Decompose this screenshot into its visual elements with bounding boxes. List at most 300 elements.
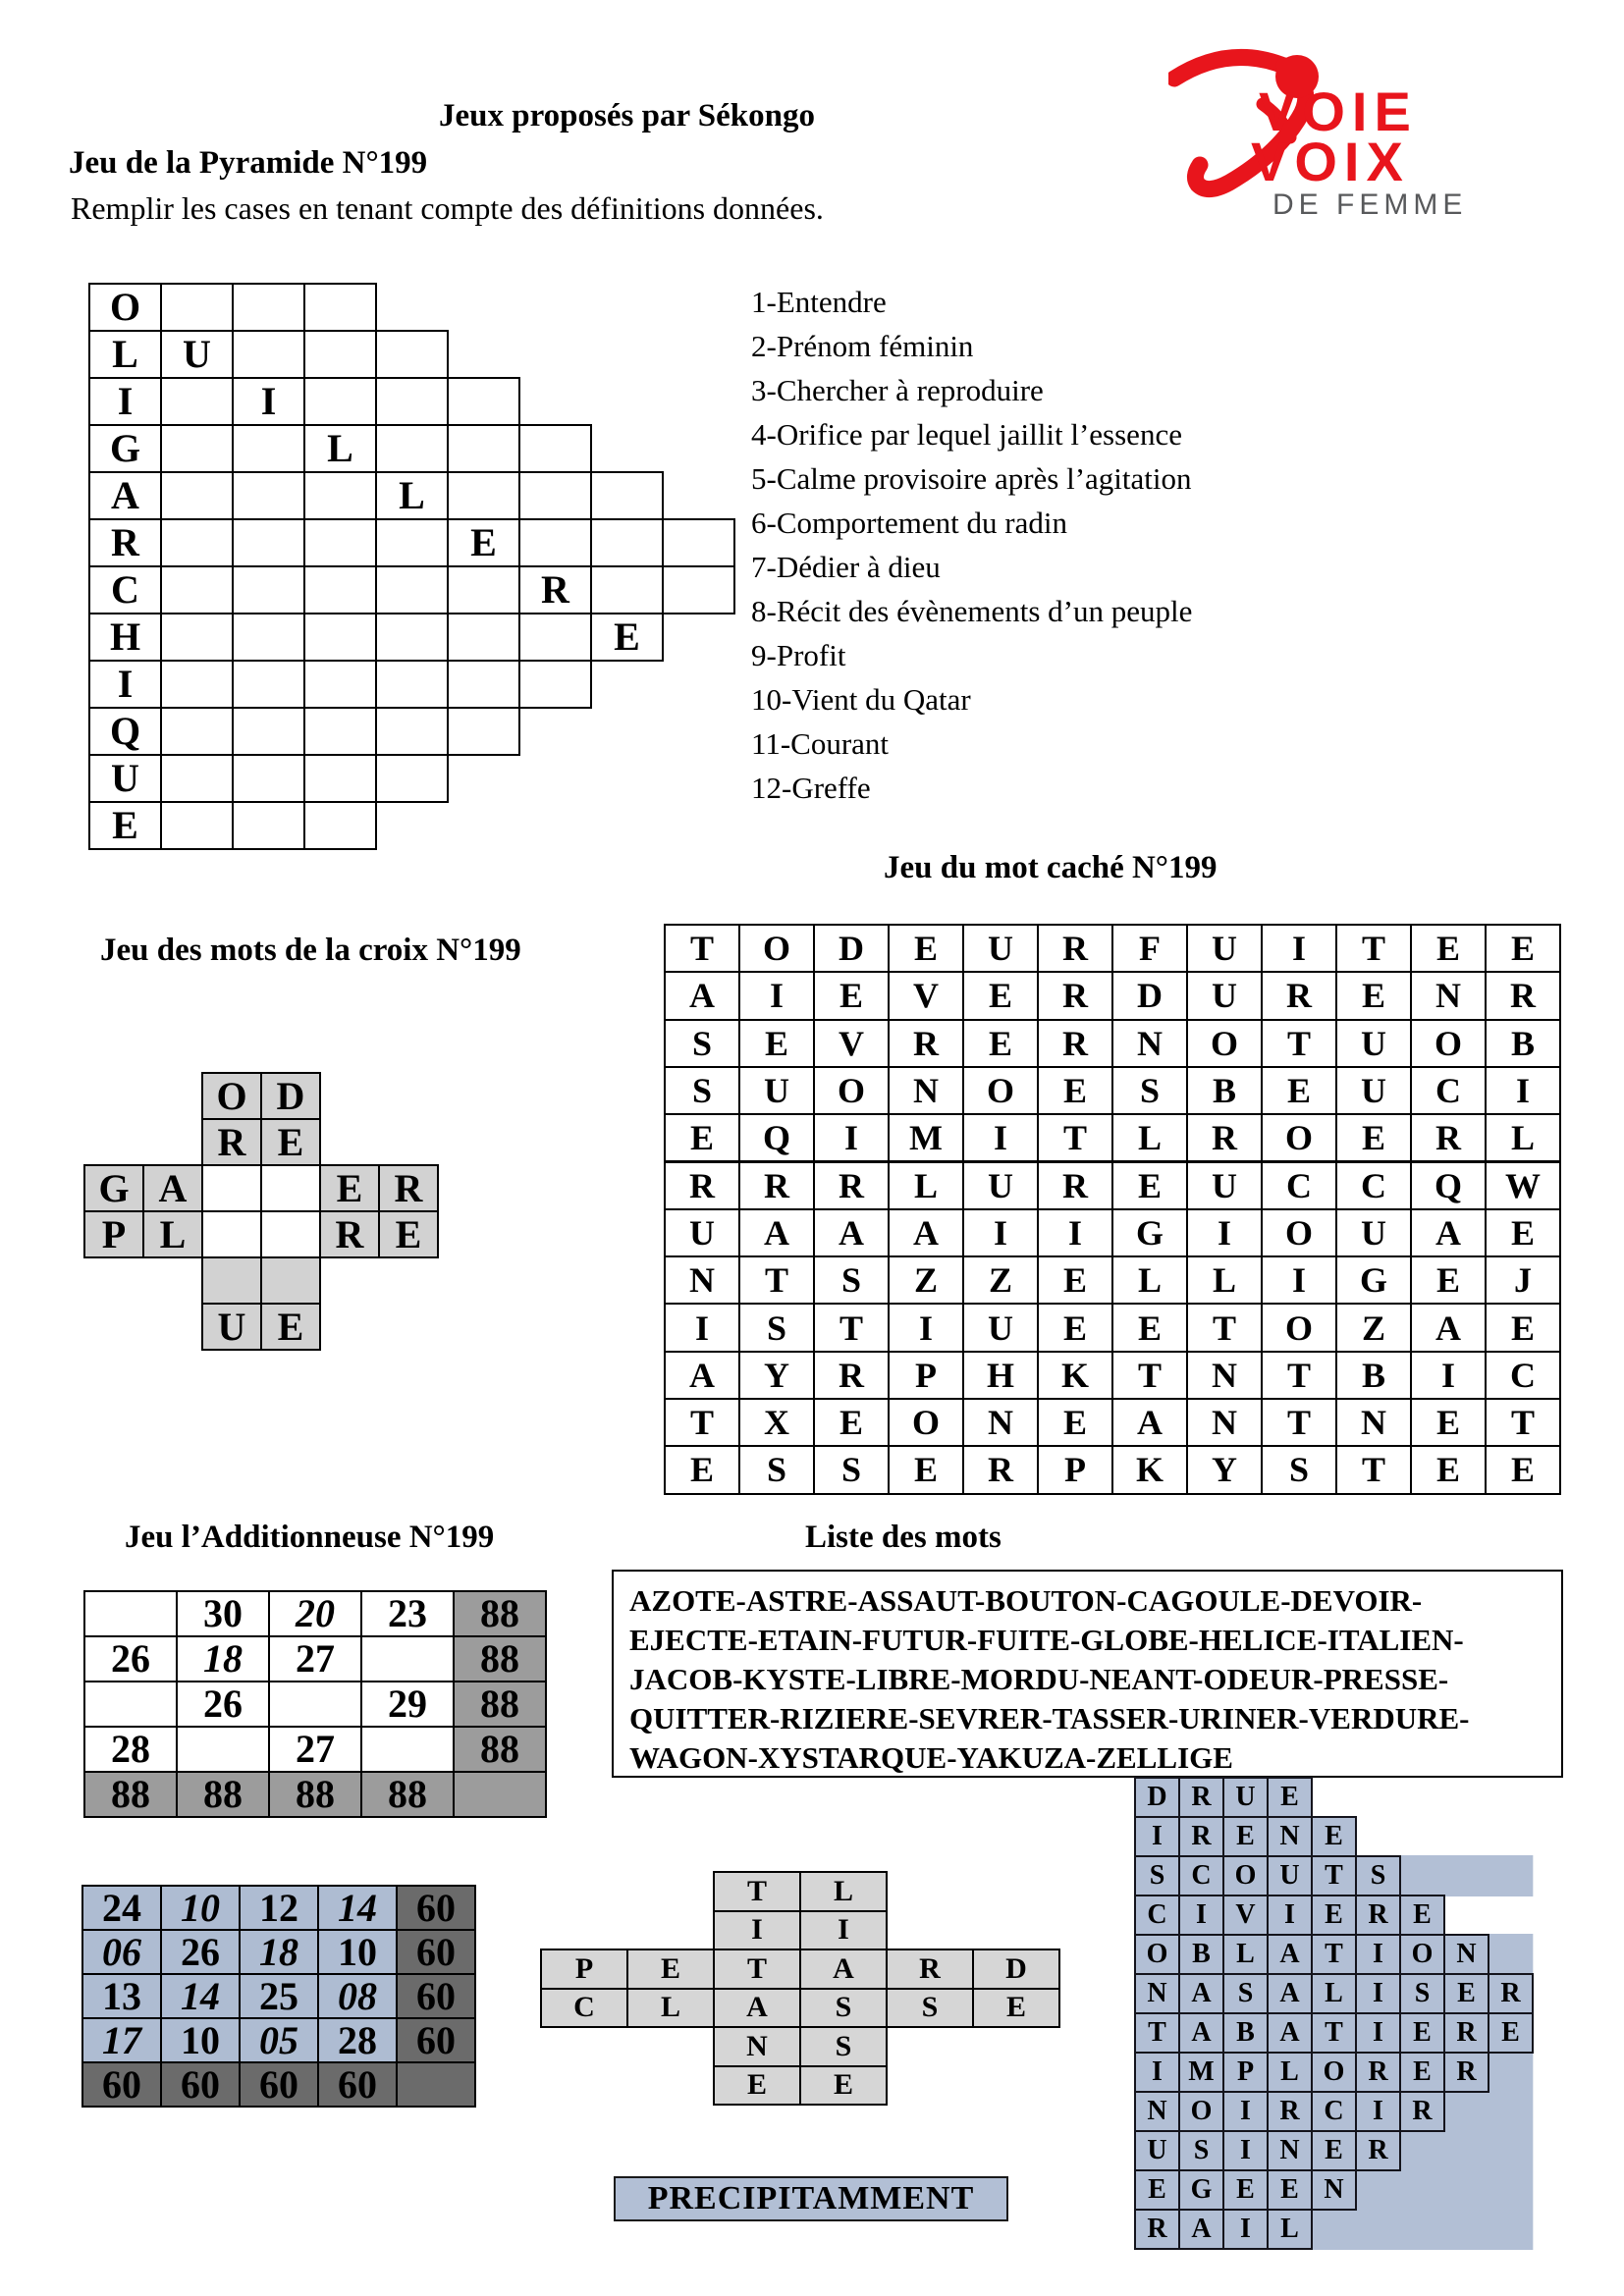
stair-cell: S bbox=[1222, 1973, 1269, 2014]
word-list-box bbox=[612, 1570, 1563, 1778]
additionneuse-cell: 88 bbox=[360, 1771, 455, 1818]
pyramid-cell bbox=[232, 471, 305, 520]
word-search-cell: E bbox=[1261, 1066, 1337, 1115]
word-search-cell: L bbox=[1485, 1113, 1561, 1162]
number-grid-cell: 10 bbox=[160, 1885, 241, 1931]
pyramid-cell bbox=[518, 471, 592, 520]
word-search-cell: U bbox=[962, 1161, 1039, 1210]
word-search-cell: I bbox=[1410, 1351, 1487, 1400]
definition-line: 9-Profit bbox=[751, 638, 846, 672]
pyramid-cell bbox=[662, 518, 735, 567]
stair-cell: O bbox=[1311, 2052, 1357, 2093]
number-grid-cell: 10 bbox=[317, 1929, 398, 1975]
word-search-cell: O bbox=[1261, 1303, 1337, 1352]
stair-band bbox=[1355, 2169, 1534, 2211]
letter-cross-cell: S bbox=[799, 2026, 888, 2067]
word-search-cell: E bbox=[888, 924, 964, 973]
cross-words-cell: A bbox=[142, 1164, 203, 1212]
word-search-cell: E bbox=[813, 1398, 890, 1447]
definition-line: 7-Dédier à dieu bbox=[751, 550, 941, 584]
cross-words-cell: R bbox=[201, 1118, 262, 1166]
pyramid-cell: L bbox=[375, 471, 449, 520]
word-search-cell: E bbox=[1485, 1303, 1561, 1352]
word-search-cell: Y bbox=[1186, 1445, 1263, 1494]
word-search-cell: Z bbox=[888, 1255, 964, 1305]
word-search-cell: E bbox=[664, 1445, 740, 1494]
cross-words-cell: E bbox=[378, 1210, 439, 1258]
pyramid-cell bbox=[232, 283, 305, 332]
word-search-cell: R bbox=[1037, 924, 1113, 973]
stair-cell: E bbox=[1399, 2012, 1445, 2054]
pyramid-cell bbox=[590, 471, 664, 520]
additionneuse-cell: 27 bbox=[268, 1635, 362, 1682]
additionneuse-cell bbox=[268, 1681, 362, 1728]
pyramid-game-title: Jeu de la Pyramide N°199 bbox=[69, 145, 428, 181]
stair-cell: M bbox=[1178, 2052, 1224, 2093]
letter-cross-cell: D bbox=[972, 1949, 1060, 1990]
pyramid-cell bbox=[518, 660, 592, 709]
word-search-cell: R bbox=[664, 1161, 740, 1210]
stair-cell: S bbox=[1178, 2130, 1224, 2171]
stair-cell: I bbox=[1267, 1895, 1313, 1936]
logo-word-voix: VOIX bbox=[1251, 131, 1410, 192]
word-search-cell: S bbox=[813, 1445, 890, 1494]
letter-cross-cell: P bbox=[540, 1949, 628, 1990]
word-search-cell: R bbox=[1261, 971, 1337, 1020]
word-search-cell: E bbox=[1335, 1113, 1412, 1162]
number-grid-cell: 60 bbox=[396, 2017, 476, 2063]
stair-cell: N bbox=[1267, 1816, 1313, 1857]
stair-band bbox=[1443, 2091, 1534, 2132]
pyramid-cell bbox=[447, 424, 520, 473]
letter-cross-cell: I bbox=[713, 1910, 801, 1951]
word-search-cell: E bbox=[1037, 1398, 1113, 1447]
cross-words-cell bbox=[201, 1256, 262, 1305]
letter-cross-cell: E bbox=[626, 1949, 715, 1990]
cross-words-title: Jeu des mots de la croix N°199 bbox=[100, 933, 521, 968]
word-search-cell: O bbox=[962, 1066, 1039, 1115]
word-list-line: AZOTE-ASTRE-ASSAUT-BOUTON-CAGOULE-DEVOIR- bbox=[629, 1583, 1423, 1618]
word-search-title: Jeu du mot caché N°199 bbox=[884, 850, 1218, 885]
stair-cell: V bbox=[1222, 1895, 1269, 1936]
cross-words-cell bbox=[201, 1164, 262, 1212]
cross-words-cell: E bbox=[319, 1164, 380, 1212]
stair-cell: U bbox=[1222, 1777, 1269, 1818]
number-grid-cell: 28 bbox=[317, 2017, 398, 2063]
pyramid-cell bbox=[303, 660, 377, 709]
word-search-cell: S bbox=[664, 1019, 740, 1068]
word-search-cell: V bbox=[888, 971, 964, 1020]
pyramid-cell bbox=[232, 565, 305, 614]
stair-cell: I bbox=[1222, 2091, 1269, 2132]
word-search-cell: Z bbox=[962, 1255, 1039, 1305]
number-grid-cell: 06 bbox=[81, 1929, 162, 1975]
pyramid-cell bbox=[590, 565, 664, 614]
stair-cell: E bbox=[1443, 1973, 1489, 2014]
cross-words-cell: P bbox=[83, 1210, 144, 1258]
stair-cell: R bbox=[1355, 2052, 1401, 2093]
pyramid-cell: E bbox=[590, 613, 664, 662]
word-search-cell: B bbox=[1485, 1019, 1561, 1068]
additionneuse-cell: 29 bbox=[360, 1681, 455, 1728]
word-search-cell: B bbox=[1335, 1351, 1412, 1400]
word-search-cell: S bbox=[1261, 1445, 1337, 1494]
word-search-cell: P bbox=[888, 1351, 964, 1400]
word-search-cell: R bbox=[962, 1445, 1039, 1494]
word-search-cell: E bbox=[1111, 1303, 1188, 1352]
stair-cell: E bbox=[1311, 1895, 1357, 1936]
number-grid-cell: 60 bbox=[160, 2061, 241, 2108]
pyramid-cell bbox=[447, 565, 520, 614]
stair-band bbox=[1399, 1855, 1534, 1896]
pyramid-cell bbox=[232, 754, 305, 803]
word-search-cell: T bbox=[1261, 1351, 1337, 1400]
number-grid-cell: 60 bbox=[317, 2061, 398, 2108]
definitions-list bbox=[751, 280, 1192, 810]
stair-cell: E bbox=[1267, 2169, 1313, 2211]
pyramid-cell bbox=[303, 613, 377, 662]
pyramid-cell: E bbox=[447, 518, 520, 567]
word-search-cell: E bbox=[1037, 1255, 1113, 1305]
pyramid-cell bbox=[232, 660, 305, 709]
word-search-cell: R bbox=[1186, 1113, 1263, 1162]
stair-band bbox=[1399, 2130, 1534, 2171]
word-search-cell: R bbox=[1485, 971, 1561, 1020]
word-search-cell: P bbox=[1037, 1445, 1113, 1494]
word-search-cell: R bbox=[813, 1351, 890, 1400]
word-search-cell: U bbox=[1335, 1019, 1412, 1068]
additionneuse-cell: 26 bbox=[176, 1681, 270, 1728]
word-search-cell: O bbox=[1261, 1113, 1337, 1162]
pyramid-cell bbox=[375, 707, 449, 756]
pyramid-cell bbox=[303, 754, 377, 803]
stair-cell: O bbox=[1399, 1934, 1445, 1975]
word-list-line: JACOB-KYSTE-LIBRE-MORDU-NEANT-ODEUR-PRESSE- bbox=[629, 1662, 1449, 1696]
letter-cross-cell: E bbox=[799, 2065, 888, 2107]
number-grid-cell: 17 bbox=[81, 2017, 162, 2063]
pyramid-cell bbox=[160, 471, 234, 520]
stair-band bbox=[1311, 2209, 1534, 2250]
pyramid-cell: E bbox=[88, 801, 162, 850]
word-search-cell: I bbox=[813, 1113, 890, 1162]
word-search-cell: T bbox=[1037, 1113, 1113, 1162]
pyramid-instruction: Remplir les cases en tenant compte des définitions données. bbox=[71, 190, 824, 226]
word-search-cell: B bbox=[1186, 1066, 1263, 1115]
additionneuse-cell: 88 bbox=[83, 1771, 178, 1818]
definition-line: 2-Prénom féminin bbox=[751, 329, 974, 363]
number-grid-cell: 12 bbox=[239, 1885, 319, 1931]
stair-cell: I bbox=[1134, 1816, 1180, 1857]
pyramid-cell bbox=[518, 424, 592, 473]
stair-cell: O bbox=[1178, 2091, 1224, 2132]
word-search-cell: R bbox=[888, 1019, 964, 1068]
word-search-cell: R bbox=[1037, 971, 1113, 1020]
stair-cell: E bbox=[1222, 2169, 1269, 2211]
stair-cell: R bbox=[1267, 2091, 1313, 2132]
word-search-cell: G bbox=[1111, 1208, 1188, 1257]
word-search-cell: C bbox=[1335, 1161, 1412, 1210]
word-search-cell: E bbox=[813, 971, 890, 1020]
word-search-cell: U bbox=[1186, 1161, 1263, 1210]
number-grid-cell: 60 bbox=[396, 1973, 476, 2019]
pyramid-cell: L bbox=[303, 424, 377, 473]
stair-cell: I bbox=[1355, 2012, 1401, 2054]
cross-words-cell: E bbox=[260, 1118, 321, 1166]
cross-words-cell: R bbox=[378, 1164, 439, 1212]
stair-cell: N bbox=[1267, 2130, 1313, 2171]
letter-cross-cell: R bbox=[886, 1949, 974, 1990]
pyramid-cell: Q bbox=[88, 707, 162, 756]
stair-cell: U bbox=[1134, 2130, 1180, 2171]
letter-cross-cell: A bbox=[713, 1988, 801, 2029]
number-grid-cell: 60 bbox=[396, 1929, 476, 1975]
pyramid-cell bbox=[303, 565, 377, 614]
pyramid-cell: I bbox=[88, 660, 162, 709]
stair-cell: A bbox=[1267, 1934, 1313, 1975]
stair-cell: A bbox=[1267, 2012, 1313, 2054]
pyramid-cell bbox=[375, 754, 449, 803]
letter-cross-cell: S bbox=[799, 1988, 888, 2029]
pyramid-cell: G bbox=[88, 424, 162, 473]
pyramid-cell bbox=[232, 330, 305, 379]
word-search-cell: N bbox=[1335, 1398, 1412, 1447]
stair-cell: C bbox=[1134, 1895, 1180, 1936]
pyramid-cell: L bbox=[88, 330, 162, 379]
stair-cell: I bbox=[1222, 2209, 1269, 2250]
word-search-cell: U bbox=[1335, 1066, 1412, 1115]
number-grid-cell: 10 bbox=[160, 2017, 241, 2063]
definition-line: 3-Chercher à reproduire bbox=[751, 373, 1044, 407]
stair-cell: E bbox=[1134, 2169, 1180, 2211]
additionneuse-cell bbox=[83, 1681, 178, 1728]
stair-cell: R bbox=[1488, 1973, 1534, 2014]
letter-cross-cell: L bbox=[799, 1871, 888, 1912]
word-search-cell: I bbox=[1261, 1255, 1337, 1305]
stair-cell: N bbox=[1443, 1934, 1489, 1975]
word-search-cell: A bbox=[1111, 1398, 1188, 1447]
additionneuse-cell bbox=[83, 1590, 178, 1637]
pyramid-cell: A bbox=[88, 471, 162, 520]
word-search-cell: E bbox=[1410, 1445, 1487, 1494]
word-search-cell: I bbox=[1037, 1208, 1113, 1257]
cross-words-cell bbox=[260, 1164, 321, 1212]
stair-cell: E bbox=[1399, 1895, 1445, 1936]
pyramid-cell: R bbox=[88, 518, 162, 567]
word-search-cell: L bbox=[888, 1161, 964, 1210]
word-search-cell: O bbox=[888, 1398, 964, 1447]
word-search-cell: J bbox=[1485, 1255, 1561, 1305]
pyramid-cell bbox=[160, 565, 234, 614]
stair-cell: I bbox=[1355, 1934, 1401, 1975]
cross-words-cell: U bbox=[201, 1303, 262, 1351]
word-search-cell: C bbox=[1410, 1066, 1487, 1115]
stair-cell: R bbox=[1134, 2209, 1180, 2250]
stair-cell: S bbox=[1355, 1855, 1401, 1896]
stair-cell: A bbox=[1178, 1973, 1224, 2014]
additionneuse-cell: 26 bbox=[83, 1635, 178, 1682]
letter-cross-cell: N bbox=[713, 2026, 801, 2067]
word-list-title: Liste des mots bbox=[805, 1520, 1001, 1555]
word-search-cell: C bbox=[1261, 1161, 1337, 1210]
word-search-cell: A bbox=[664, 971, 740, 1020]
pyramid-cell bbox=[303, 518, 377, 567]
number-grid-cell: 25 bbox=[239, 1973, 319, 2019]
cross-words-cell: E bbox=[260, 1303, 321, 1351]
word-search-cell: A bbox=[1410, 1208, 1487, 1257]
stair-cell: G bbox=[1178, 2169, 1224, 2211]
word-search-cell: T bbox=[1186, 1303, 1263, 1352]
word-search-cell: L bbox=[1111, 1255, 1188, 1305]
word-search-cell: E bbox=[1410, 1398, 1487, 1447]
word-search-cell: D bbox=[813, 924, 890, 973]
word-search-cell: T bbox=[664, 1398, 740, 1447]
word-search-cell: U bbox=[962, 924, 1039, 973]
definition-line: 11-Courant bbox=[751, 726, 890, 761]
word-search-cell: D bbox=[1111, 971, 1188, 1020]
word-search-cell: W bbox=[1485, 1161, 1561, 1210]
stair-cell: T bbox=[1311, 1934, 1357, 1975]
pyramid-cell bbox=[232, 518, 305, 567]
letter-cross-cell: T bbox=[713, 1949, 801, 1990]
pyramid-cell bbox=[160, 518, 234, 567]
word-search-cell: E bbox=[1485, 1445, 1561, 1494]
word-search-cell: Z bbox=[1335, 1303, 1412, 1352]
cross-words-cell: D bbox=[260, 1072, 321, 1120]
word-search-cell: T bbox=[1111, 1351, 1188, 1400]
definition-line: 10-Vient du Qatar bbox=[751, 682, 971, 717]
word-search-cell: I bbox=[1186, 1208, 1263, 1257]
word-search-cell: Q bbox=[738, 1113, 815, 1162]
word-search-cell: Q bbox=[1410, 1161, 1487, 1210]
definition-line: 12-Greffe bbox=[751, 771, 871, 805]
letter-cross-cell: L bbox=[626, 1988, 715, 2029]
number-grid-cell: 60 bbox=[239, 2061, 319, 2108]
definition-line: 6-Comportement du radin bbox=[751, 506, 1067, 540]
stair-cell: C bbox=[1311, 2091, 1357, 2132]
word-search-cell: C bbox=[1485, 1351, 1561, 1400]
additionneuse-cell: 27 bbox=[268, 1726, 362, 1773]
word-search-cell: E bbox=[1485, 924, 1561, 973]
stair-cell: C bbox=[1178, 1855, 1224, 1896]
word-list-line: QUITTER-RIZIERE-SEVRER-TASSER-URINER-VERDURE- bbox=[629, 1701, 1470, 1735]
word-search-cell: T bbox=[1335, 924, 1412, 973]
word-search-cell: O bbox=[1186, 1019, 1263, 1068]
additionneuse-cell: 20 bbox=[268, 1590, 362, 1637]
word-search-cell: N bbox=[962, 1398, 1039, 1447]
voie-voix-de-femme-logo bbox=[1168, 39, 1571, 231]
cross-words-cell: L bbox=[142, 1210, 203, 1258]
word-search-cell: E bbox=[1037, 1303, 1113, 1352]
cross-words-cell: O bbox=[201, 1072, 262, 1120]
word-search-cell: A bbox=[1410, 1303, 1487, 1352]
word-search-cell: U bbox=[664, 1208, 740, 1257]
stair-cell: S bbox=[1399, 1973, 1445, 2014]
stair-cell: U bbox=[1267, 1855, 1313, 1896]
word-list-line: EJECTE-ETAIN-FUTUR-FUITE-GLOBE-HELICE-ITALIEN- bbox=[629, 1623, 1464, 1657]
word-search-cell: O bbox=[813, 1066, 890, 1115]
word-search-cell: S bbox=[738, 1445, 815, 1494]
pyramid-cell bbox=[160, 660, 234, 709]
pyramid-cell bbox=[303, 377, 377, 426]
word-search-cell: T bbox=[738, 1255, 815, 1305]
word-search-cell: O bbox=[738, 924, 815, 973]
stair-cell: I bbox=[1134, 2052, 1180, 2093]
letter-cross-cell: I bbox=[799, 1910, 888, 1951]
word-search-cell: R bbox=[813, 1161, 890, 1210]
number-grid-cell: 26 bbox=[160, 1929, 241, 1975]
logo-word-voie: VOIE bbox=[1259, 80, 1418, 142]
pyramid-cell bbox=[375, 613, 449, 662]
pyramid-cell: I bbox=[88, 377, 162, 426]
pyramid-cell: O bbox=[88, 283, 162, 332]
answer-banner: PRECIPITAMMENT bbox=[614, 2176, 1008, 2221]
additionneuse-title: Jeu l’Additionneuse N°199 bbox=[125, 1520, 495, 1555]
word-search-cell: N bbox=[1186, 1351, 1263, 1400]
stair-cell: R bbox=[1178, 1816, 1224, 1857]
word-search-cell: S bbox=[1111, 1066, 1188, 1115]
cross-words-cell bbox=[201, 1210, 262, 1258]
pyramid-cell bbox=[160, 377, 234, 426]
stair-cell: L bbox=[1311, 1973, 1357, 2014]
additionneuse-cell: 18 bbox=[176, 1635, 270, 1682]
number-grid-cell: 13 bbox=[81, 1973, 162, 2019]
pyramid-cell bbox=[160, 283, 234, 332]
additionneuse-cell bbox=[360, 1726, 455, 1773]
word-search-cell: O bbox=[1410, 1019, 1487, 1068]
pyramid-cell bbox=[447, 377, 520, 426]
word-search-cell: I bbox=[1261, 924, 1337, 973]
pyramid-cell bbox=[232, 424, 305, 473]
pyramid-cell bbox=[375, 424, 449, 473]
stair-cell: T bbox=[1134, 2012, 1180, 2054]
word-list-lines bbox=[629, 1581, 1561, 1778]
stair-band bbox=[1488, 2052, 1534, 2093]
pyramid-cell bbox=[447, 707, 520, 756]
stair-cell: R bbox=[1399, 2091, 1445, 2132]
word-search-cell: I bbox=[962, 1208, 1039, 1257]
page-title: Jeux proposés par Sékongo bbox=[439, 98, 815, 133]
cross-words-cell: R bbox=[319, 1210, 380, 1258]
pyramid-cell bbox=[518, 518, 592, 567]
word-search-cell: T bbox=[1261, 1398, 1337, 1447]
word-search-cell: N bbox=[888, 1066, 964, 1115]
word-search-cell: T bbox=[813, 1303, 890, 1352]
word-search-cell: A bbox=[888, 1208, 964, 1257]
pyramid-cell bbox=[303, 801, 377, 850]
word-search-cell: R bbox=[1410, 1113, 1487, 1162]
letter-cross-cell: T bbox=[713, 1871, 801, 1912]
word-search-cell: N bbox=[1410, 971, 1487, 1020]
additionneuse-cell: 23 bbox=[360, 1590, 455, 1637]
additionneuse-cell: 88 bbox=[176, 1771, 270, 1818]
word-list-line: WAGON-XYSTARQUE-YAKUZA-ZELLIGE bbox=[629, 1740, 1233, 1775]
stair-cell: P bbox=[1222, 2052, 1269, 2093]
word-search-cell: T bbox=[1261, 1019, 1337, 1068]
pyramid-cell bbox=[518, 613, 592, 662]
stair-cell: O bbox=[1222, 1855, 1269, 1896]
word-search-cell: L bbox=[1111, 1113, 1188, 1162]
cross-words-cell bbox=[260, 1256, 321, 1305]
word-search-cell: Y bbox=[738, 1351, 815, 1400]
number-grid-cell: 08 bbox=[317, 1973, 398, 2019]
pyramid-cell: I bbox=[232, 377, 305, 426]
word-search-cell: F bbox=[1111, 924, 1188, 973]
additionneuse-cell: 88 bbox=[453, 1590, 547, 1637]
pyramid-cell: U bbox=[88, 754, 162, 803]
pyramid-cell bbox=[447, 471, 520, 520]
stair-cell: B bbox=[1222, 2012, 1269, 2054]
stair-cell: I bbox=[1222, 2130, 1269, 2171]
